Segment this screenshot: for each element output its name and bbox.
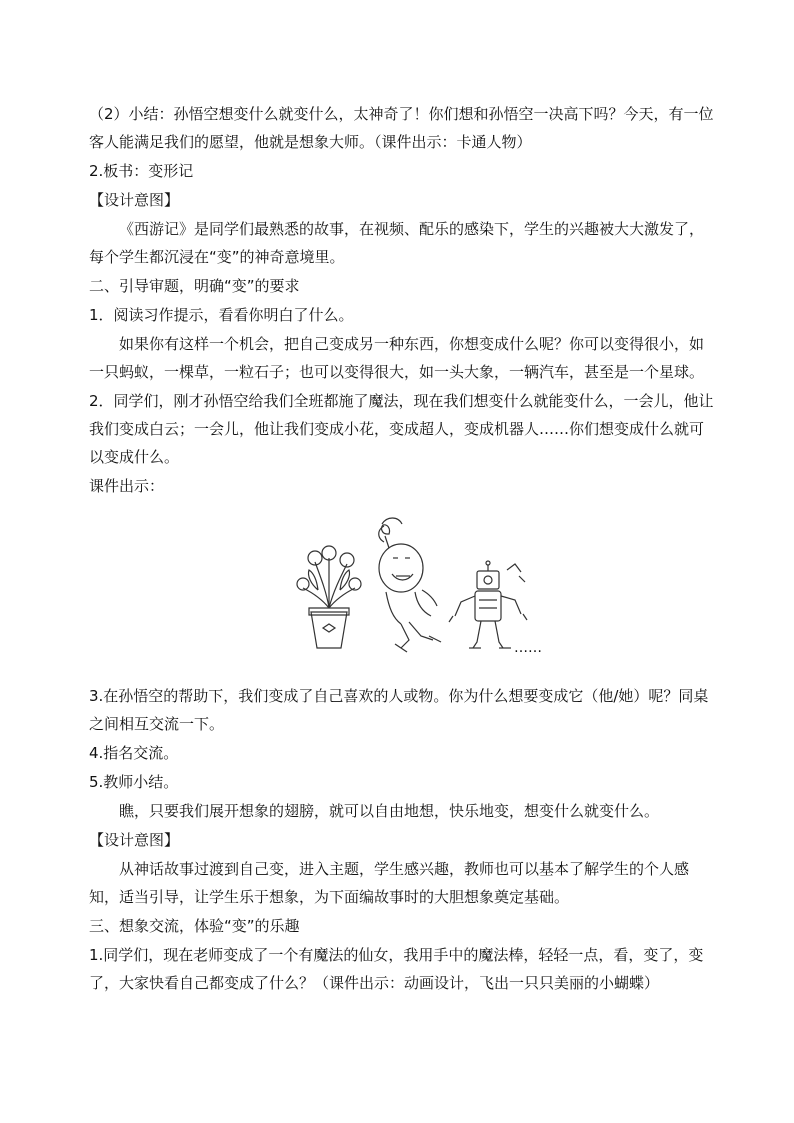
document-content — [89, 100, 714, 997]
summary-paragraph: （2）小结：孙悟空想变什么就变什么，太神奇了！你们想和孙悟空一决高下吗？今天，有一位客人能满足我们的愿望，他就是想象大师。（课件出示：卡通人物） — [89, 105, 714, 151]
design-intent-paragraph: 《西游记》是同学们最熟悉的故事，在视频、配乐的感染下，学生的兴趣被大大激发了，每个学生都沉浸在“变”的神奇意境里。 — [89, 220, 705, 266]
step-four-sharing: 4.指名交流。 — [89, 744, 179, 762]
flower-pot-icon — [297, 546, 361, 648]
section-two-heading: 二、引导审题，明确“变”的要求 — [89, 277, 300, 295]
teacher-summary-paragraph: 瞧，只要我们展开想象的翅膀，就可以自由地想，快乐地变，想变什么就变什么。 — [119, 802, 660, 820]
design-intent-heading: 【设计意图】 — [89, 191, 180, 209]
prompt-paragraph: 如果你有这样一个机会，把自己变成另一种东西，你想变成什么呢？你可以变得很小，如一只蚂蚁，一棵草，一粒石子；也可以变得很大，如一头大象，一辆汽车，甚至是一个星球。 — [89, 335, 705, 381]
step-two-magic: 2．同学们，刚才孙悟空给我们全班都施了魔法，现在我们想变什么就能变什么，一会儿，他让我们变成白云；一会儿，他让我们变成小花，变成超人，变成机器人……你们想变成什么就可以变成什么。 — [89, 392, 714, 466]
illustration-ellipsis: …… — [514, 640, 542, 656]
transformation-illustration — [89, 516, 714, 674]
step-three-transformation: 3.在孙悟空的帮助下，我们变成了自己喜欢的人或物。你为什么想要变成它（他/她）呢？同桌之间相互交流一下。 — [89, 687, 709, 733]
robot-icon — [449, 561, 527, 648]
courseware-label: 课件出示： — [89, 477, 165, 495]
illustration-svg — [89, 516, 714, 674]
design-intent-heading-2: 【设计意图】 — [89, 831, 180, 849]
step-five-summary: 5.教师小结。 — [89, 773, 179, 791]
superhero-kid-icon — [379, 518, 441, 652]
section-three-heading: 三、想象交流，体验“变”的乐趣 — [89, 917, 300, 935]
board-writing: 2.板书：变形记 — [89, 162, 194, 180]
step-one-reading: 1．阅读习作提示，看看你明白了什么。 — [89, 306, 354, 324]
fairy-magic-paragraph: 1.同学们，现在老师变成了一个有魔法的仙女，我用手中的魔法棒，轻轻一点，看，变了，变了，大家快看自己都变成了什么？（课件出示：动画设计，飞出一只只美丽的小蝴蝶） — [89, 946, 704, 992]
design-intent-paragraph-2: 从神话故事过渡到自己变，进入主题，学生感兴趣，教师也可以基本了解学生的个人感知，适当引导，让学生乐于想象，为下面编故事时的大胆想象奠定基础。 — [89, 860, 690, 906]
